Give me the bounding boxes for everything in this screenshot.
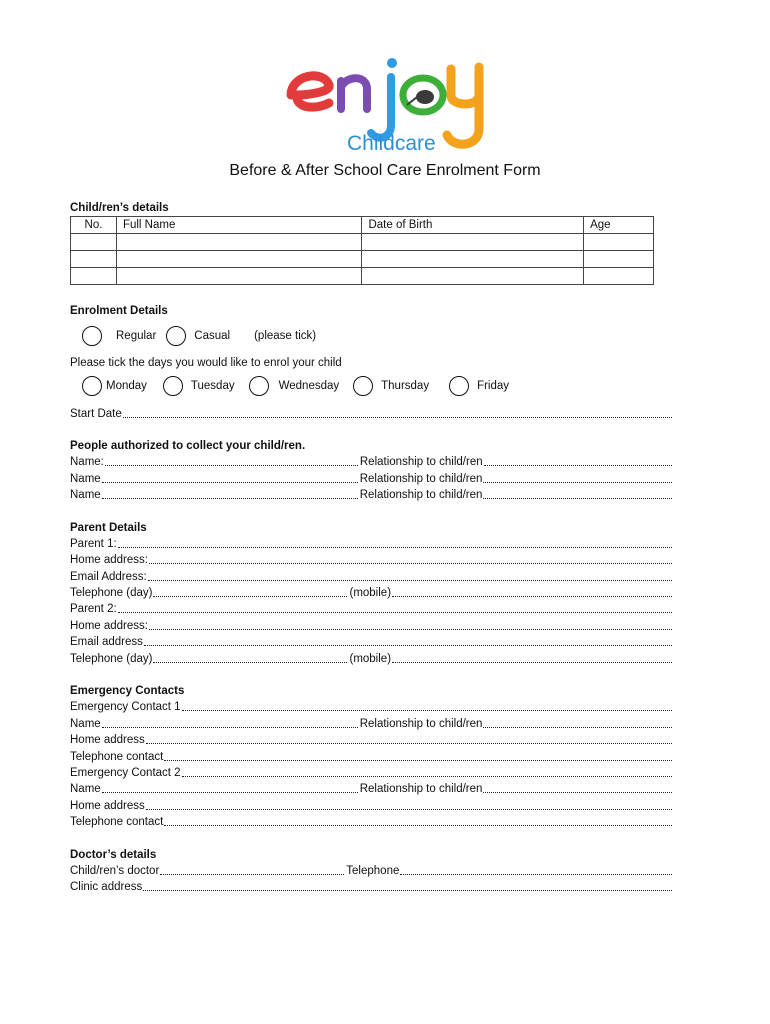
home-address-label: Home address: xyxy=(70,554,148,567)
emergency-contact1-field[interactable] xyxy=(70,699,674,715)
home-address-label: Home address: xyxy=(70,619,148,632)
regular-label: Regular xyxy=(116,330,157,342)
table-row xyxy=(71,268,654,285)
regular-tick-circle[interactable] xyxy=(82,326,102,346)
date-of-birth-cell[interactable] xyxy=(362,251,584,268)
authorized-row[interactable] xyxy=(70,487,674,503)
emergency-heading: Emergency Contacts xyxy=(70,685,185,698)
children-heading: Child/ren’s details xyxy=(70,202,169,214)
enrolment-heading: Enrolment Details xyxy=(70,305,168,317)
home-address-field[interactable] xyxy=(70,732,674,748)
table-row xyxy=(71,234,654,251)
relationship-label: Relationship to child/ren xyxy=(359,489,483,502)
full-name-cell[interactable] xyxy=(116,234,362,251)
thursday-tick-circle[interactable] xyxy=(353,376,373,396)
authorized-row[interactable] xyxy=(70,454,674,470)
home-address-field[interactable] xyxy=(70,552,674,568)
column-header-full-name: Full Name xyxy=(116,217,362,234)
telephone-contact-field[interactable] xyxy=(70,814,674,830)
table-row xyxy=(71,251,654,268)
date-of-birth-cell[interactable] xyxy=(362,268,584,285)
days-row xyxy=(70,373,674,399)
wednesday-label: Wednesday xyxy=(278,380,340,393)
column-header-date-of-birth: Date of Birth xyxy=(362,217,584,234)
telephone-row[interactable] xyxy=(70,585,674,601)
parent-details-heading: Parent Details xyxy=(70,521,147,534)
mobile-label: (mobile) xyxy=(349,652,392,665)
home-address-field[interactable] xyxy=(70,618,674,634)
no-cell[interactable] xyxy=(71,251,117,268)
form-title: Before & After School Care Enrolment Form xyxy=(229,162,541,179)
relationship-label: Relationship to child/ren xyxy=(359,717,483,730)
clinic-address-label: Clinic address xyxy=(70,881,143,894)
start-date-field[interactable] xyxy=(70,405,674,421)
emergency-contact2-label: Emergency Contact 2 xyxy=(70,767,181,779)
logo-graphic xyxy=(283,55,505,155)
column-header-age: Age xyxy=(584,217,654,234)
age-cell[interactable] xyxy=(584,251,654,268)
telephone-label: Telephone xyxy=(346,864,400,877)
please-tick-hint: (please tick) xyxy=(254,330,317,342)
name-label: Name: xyxy=(70,456,104,469)
parent1-label: Parent 1: xyxy=(70,537,117,550)
email-field[interactable] xyxy=(70,634,674,650)
column-header-no: No. xyxy=(71,217,117,234)
age-cell[interactable] xyxy=(584,234,654,251)
home-address-label: Home address xyxy=(70,734,145,747)
home-address-label: Home address xyxy=(70,799,145,812)
monday-tick-circle[interactable] xyxy=(82,376,102,396)
mobile-label: (mobile) xyxy=(349,587,392,600)
enrolment-type-row xyxy=(70,323,674,349)
full-name-cell[interactable] xyxy=(116,251,362,268)
date-of-birth-cell[interactable] xyxy=(362,234,584,251)
no-cell[interactable] xyxy=(71,268,117,285)
relationship-label: Relationship to child/ren xyxy=(359,783,483,796)
enjoy-childcare-logo xyxy=(283,55,505,155)
parent2-label: Parent 2: xyxy=(70,603,117,616)
parent2-field[interactable] xyxy=(70,601,674,617)
doctor-row[interactable] xyxy=(70,863,674,879)
friday-tick-circle[interactable] xyxy=(449,376,469,396)
home-address-field[interactable] xyxy=(70,798,674,814)
children-table xyxy=(70,216,654,285)
telephone-contact-label: Telephone contact xyxy=(70,750,164,763)
emergency-name-row[interactable] xyxy=(70,716,674,732)
full-name-cell[interactable] xyxy=(116,268,362,285)
name-label: Name xyxy=(70,489,101,502)
authorized-heading: People authorized to collect your child/ren. xyxy=(70,439,306,452)
no-cell[interactable] xyxy=(71,234,117,251)
emergency-name-row[interactable] xyxy=(70,781,674,797)
name-label: Name xyxy=(70,717,101,730)
email-field[interactable] xyxy=(70,569,674,585)
days-prompt: Please tick the days you would like to enrol your child xyxy=(70,357,342,370)
doctor-label: Child/ren’s doctor xyxy=(70,864,160,877)
friday-label: Friday xyxy=(477,380,510,393)
email-label: Email Address: xyxy=(70,570,147,583)
authorized-row[interactable] xyxy=(70,471,674,487)
table-header-row xyxy=(71,217,654,234)
form-body xyxy=(70,200,674,896)
telephone-day-label: Telephone (day) xyxy=(70,652,153,665)
relationship-label: Relationship to child/ren xyxy=(359,456,483,469)
casual-label: Casual xyxy=(194,330,231,342)
parent1-field[interactable] xyxy=(70,536,674,552)
email-label: Email address xyxy=(70,636,143,649)
tuesday-tick-circle[interactable] xyxy=(163,376,183,396)
emergency-contact1-label: Emergency Contact 1 xyxy=(70,701,181,714)
monday-label: Monday xyxy=(106,380,147,393)
telephone-row[interactable] xyxy=(70,650,674,666)
telephone-contact-field[interactable] xyxy=(70,748,674,764)
emergency-contact2-field[interactable] xyxy=(70,765,674,781)
age-cell[interactable] xyxy=(584,268,654,285)
name-label: Name xyxy=(70,783,101,796)
tuesday-label: Tuesday xyxy=(190,380,235,393)
clinic-address-field[interactable] xyxy=(70,879,674,895)
thursday-label: Thursday xyxy=(381,380,430,393)
telephone-contact-label: Telephone contact xyxy=(70,816,164,829)
logo-subtitle: Childcare xyxy=(347,132,436,155)
start-date-label: Start Date xyxy=(70,407,122,420)
telephone-day-label: Telephone (day) xyxy=(70,587,153,600)
relationship-label: Relationship to child/ren xyxy=(359,472,483,485)
doctor-heading: Doctor’s details xyxy=(70,848,157,861)
wednesday-tick-circle[interactable] xyxy=(249,376,269,396)
casual-tick-circle[interactable] xyxy=(166,326,186,346)
name-label: Name xyxy=(70,472,101,485)
